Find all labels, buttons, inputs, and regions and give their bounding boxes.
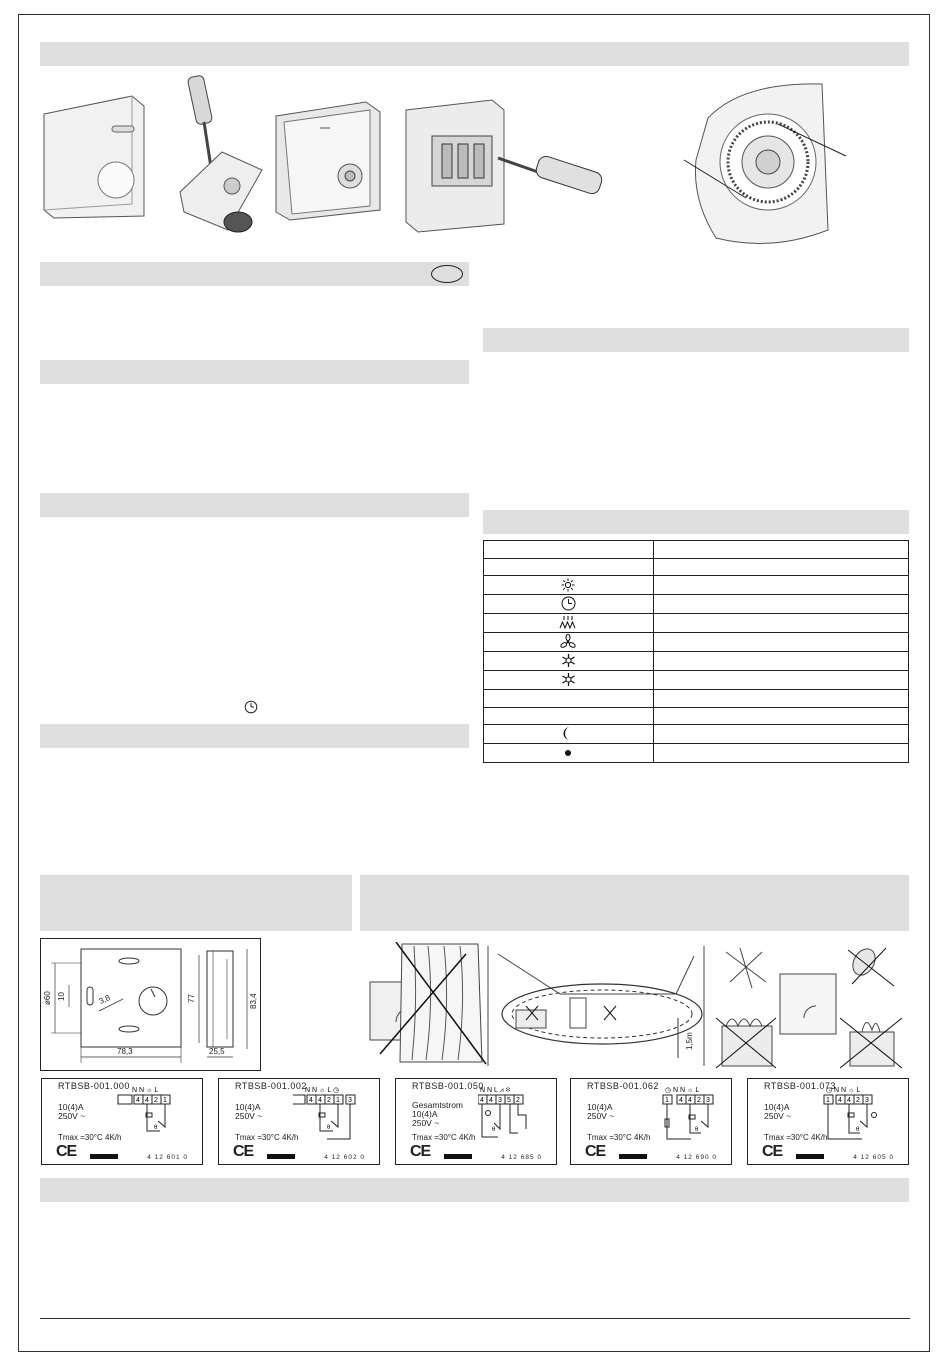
table-row	[484, 707, 909, 725]
barcode-bar	[619, 1154, 647, 1159]
section-bar-left-2	[40, 360, 469, 384]
article-code: 4 12 685 0	[501, 1154, 542, 1161]
moon-icon	[561, 726, 575, 741]
tmax-label: Tmax =30°C 4K/h	[412, 1133, 476, 1142]
article-code: 4 12 601 0	[147, 1154, 188, 1161]
cooling-icon	[561, 653, 576, 668]
svg-text:θ: θ	[492, 1127, 496, 1133]
dot-icon	[563, 748, 573, 758]
terminal-5: 2	[516, 1097, 520, 1104]
dim-77: 77	[187, 994, 196, 1003]
rating-label: 10(4)A 250V ~	[58, 1102, 86, 1121]
barcode-bar	[444, 1154, 472, 1159]
table-row	[484, 652, 909, 671]
dim-25-5: 25,5	[209, 1047, 225, 1056]
rating-current: 10(4)A	[58, 1102, 84, 1112]
table-row	[484, 614, 909, 633]
tmax-label: Tmax =30°C 4K/h	[764, 1133, 828, 1142]
table-row	[484, 595, 909, 614]
section-bar-right-2	[483, 510, 909, 534]
svg-text:θ: θ	[695, 1127, 699, 1133]
terminal-schematic	[661, 1085, 739, 1149]
table-row	[484, 576, 909, 595]
terminal-schematic	[293, 1085, 371, 1149]
terminal-2: 4	[318, 1097, 322, 1104]
svg-text:θ: θ	[327, 1125, 331, 1131]
sun-icon	[561, 578, 575, 592]
terminal-labels: ◷ N N ☼ L	[826, 1087, 861, 1094]
footer-rule	[40, 1318, 910, 1319]
terminal-1: 4	[309, 1097, 313, 1104]
wiring-diagram-001-062	[570, 1078, 732, 1165]
terminal-3: 2	[327, 1097, 331, 1104]
language-badge	[431, 265, 463, 283]
wiring-diagram-001-050	[395, 1078, 557, 1165]
terminal-schematic	[478, 1085, 556, 1149]
mounting-height: 1,5m	[685, 1032, 694, 1050]
article-code: 4 12 690 0	[676, 1154, 717, 1161]
dim-3-8: 3,8	[97, 993, 112, 1006]
table-row	[484, 690, 909, 708]
table-row	[484, 541, 909, 559]
ce-mark: CE	[233, 1143, 254, 1160]
rating-current: 10(4)A	[235, 1102, 261, 1112]
rating-current: 10(4)A	[764, 1102, 790, 1112]
setpoint-dial-illustration	[682, 80, 848, 248]
dimension-drawing	[40, 938, 261, 1071]
section-bar-left-4	[40, 724, 469, 748]
table-row	[484, 725, 909, 744]
dim-10: 10	[57, 992, 66, 1001]
ce-mark: CE	[585, 1143, 606, 1160]
section-bar-bottom	[40, 1178, 909, 1202]
svg-text:θ: θ	[856, 1127, 860, 1133]
table-row	[484, 633, 909, 652]
table-row	[484, 744, 909, 763]
terminal-1: 1	[665, 1097, 669, 1104]
rating-voltage: 250V	[58, 1111, 78, 1121]
section-bar-left-3	[40, 493, 469, 517]
cooling-icon	[561, 672, 576, 687]
thermostat-open-illustration	[270, 98, 386, 224]
tmax-label: Tmax =30°C 4K/h	[587, 1133, 651, 1142]
rating-label: 10(4)A 250V ~	[764, 1102, 792, 1121]
section-bar-mounting	[360, 875, 909, 931]
thermostat-front-illustration	[40, 92, 146, 220]
section-bar-left-1	[40, 262, 469, 286]
rating-current: 10(4)A	[587, 1102, 613, 1112]
terminal-3: 4	[688, 1097, 692, 1104]
rating-label: 10(4)A 250V ~	[587, 1102, 615, 1121]
article-code: 4 12 602 0	[324, 1154, 365, 1161]
table-row	[484, 558, 909, 576]
terminal-4: 1	[163, 1097, 167, 1104]
terminal-5: 3	[865, 1097, 869, 1104]
clock-icon	[561, 596, 576, 611]
terminal-4: 2	[856, 1097, 860, 1104]
terminal-wiring-illustration	[402, 96, 608, 234]
terminal-1: 4	[136, 1097, 140, 1104]
terminal-2: 4	[145, 1097, 149, 1104]
terminal-4: 5	[507, 1097, 511, 1104]
terminal-labels: N N ☼ L ◷	[305, 1087, 340, 1094]
terminal-2: 4	[489, 1097, 493, 1104]
terminal-2: 4	[838, 1097, 842, 1104]
dim-78-3: 78,3	[117, 1047, 133, 1056]
terminal-schematic	[116, 1085, 194, 1149]
model-label: RTBSB-001.073	[764, 1081, 836, 1091]
terminal-4: 1	[336, 1097, 340, 1104]
rating-voltage: 250V	[235, 1111, 255, 1121]
model-label: RTBSB-001.002	[235, 1081, 307, 1091]
tmax-label: Tmax =30°C 4K/h	[235, 1133, 299, 1142]
dim-diameter: ø60	[43, 991, 52, 1005]
wiring-diagram-001-073	[747, 1078, 909, 1165]
terminal-schematic	[822, 1085, 900, 1149]
terminal-3: 3	[498, 1097, 502, 1104]
table-row	[484, 671, 909, 690]
rating-voltage: 250V	[764, 1111, 784, 1121]
terminal-2: 4	[679, 1097, 683, 1104]
symbol-table	[483, 540, 909, 763]
model-label: RTBSB-001.062	[587, 1081, 659, 1091]
tmax-label: Tmax =30°C 4K/h	[58, 1133, 122, 1142]
terminal-labels: ◷ N N ☼ L	[665, 1087, 700, 1094]
barcode-bar	[267, 1154, 295, 1159]
section-bar-dimensions	[40, 875, 352, 931]
terminal-5: 3	[348, 1097, 352, 1104]
section-bar-top	[40, 42, 909, 66]
terminal-4: 2	[697, 1097, 701, 1104]
open-cover-screwdriver-illustration	[172, 74, 264, 234]
rating-current: 10(4)A	[412, 1109, 438, 1119]
ce-mark: CE	[56, 1143, 77, 1160]
rating-label: 10(4)A 250V ~	[235, 1102, 263, 1121]
model-label: RTBSB-001.050	[412, 1081, 484, 1091]
terminal-1: 1	[826, 1097, 830, 1104]
ce-mark: CE	[762, 1143, 783, 1160]
barcode-bar	[796, 1154, 824, 1159]
rating-voltage: 250V	[412, 1118, 432, 1128]
svg-text:θ: θ	[154, 1125, 158, 1131]
barcode-bar	[90, 1154, 118, 1159]
rating-voltage: 250V	[587, 1111, 607, 1121]
fan-icon	[560, 634, 576, 649]
wiring-diagram-001-002	[218, 1078, 380, 1165]
article-code: 4 12 605 0	[853, 1154, 894, 1161]
terminal-labels: N N L ⩘ ✻	[480, 1087, 511, 1094]
terminal-5: 3	[706, 1097, 710, 1104]
rating-label: Gesamtstrom 10(4)A 250V ~	[412, 1100, 464, 1128]
terminal-3: 2	[154, 1097, 158, 1104]
terminal-1: 4	[480, 1097, 484, 1104]
dim-83-4: 83,4	[249, 993, 258, 1009]
wiring-diagram-001-000	[41, 1078, 203, 1165]
mounting-location-illustration	[366, 942, 910, 1070]
model-label: RTBSB-001.000	[58, 1081, 130, 1091]
heating-icon	[559, 615, 577, 630]
section-bar-right-1	[483, 328, 909, 352]
clock-icon	[244, 700, 258, 714]
ce-mark: CE	[410, 1143, 431, 1160]
terminal-3: 4	[847, 1097, 851, 1104]
total-current-label: Gesamtstrom	[412, 1100, 464, 1110]
terminal-labels: N N ☼ L	[132, 1087, 159, 1094]
